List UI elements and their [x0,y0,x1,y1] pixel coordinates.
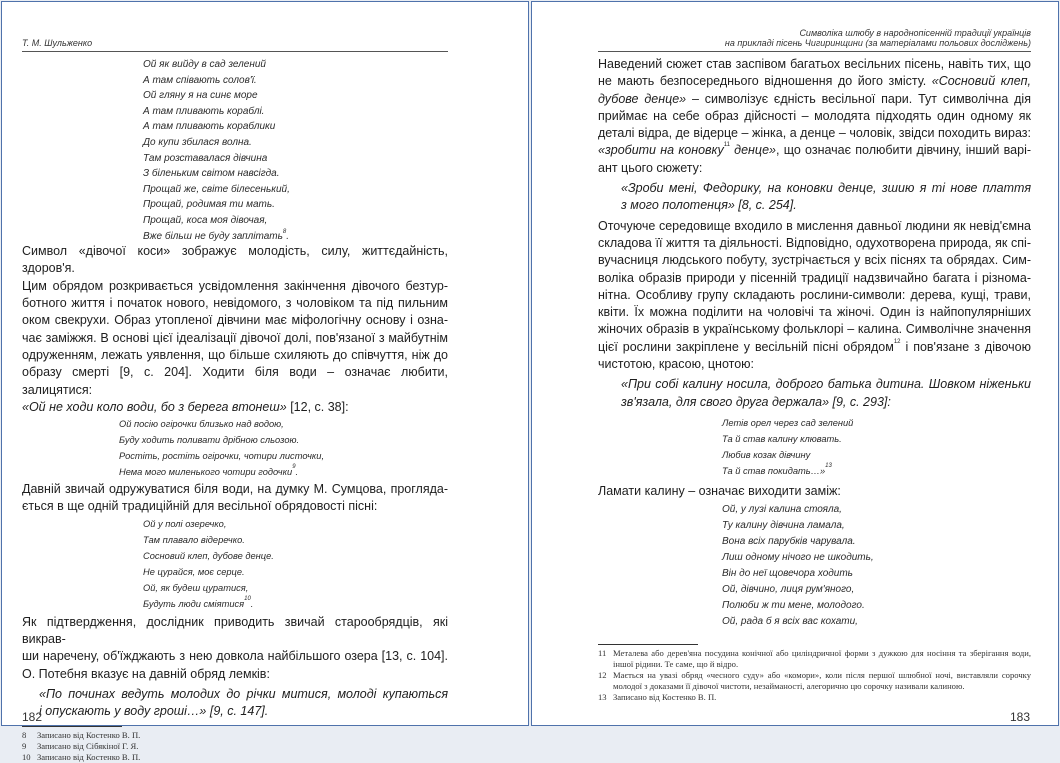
verse-line: Вже більш не буду заплітать$^8$. [143,228,289,242]
text-line: Цим обрядом розкривається усвідомлення закінчення дівочого безтур- [22,278,448,293]
footnote-text: Записано від Сібякіної Г. Я. [37,741,139,752]
verse-line: Прощай, коса моя дівочая, [143,214,268,226]
text-line: «зробити на коновку$^{11}$ денце», що означає полюбити дівчину, інший варі- [598,142,1032,158]
footnote-text: Мається на увазі обряд «чесного суду» або «комори», коли після першої шлюбної ночі, виставляли сорочку молодої з доказами її дівочої чистоти, незайманості, алегорично цю сорочку називали калиною. [613,670,1031,692]
poem-verse [143,516,448,612]
left-page-content [22,35,448,763]
footnote-reference: 12 [893,338,901,345]
verse-line: Сосновий клеп, дубове денце. [143,550,274,561]
footnote-text: Металева або дерев'яна посудина конічної або циліндричної форми з дужкою для носіння та зберігання води, іншої рідини. Те саме, що й відро. [613,648,1031,670]
text-line: Символ «дівочої коси» зображує молодість, силу, життєдайність, здоров'я. [22,244,448,276]
text-line: оком свекрухи. Образ утопленої дівчини має міфологічну основу і озна- [22,313,448,328]
footnote-reference: 8 [282,228,287,235]
text-line: зв'язала, для свого друга держала» [9, с. 293]: [621,394,891,409]
footnote-divider [598,644,698,645]
poem-verse [722,502,1031,630]
footnote-number: 10 [22,752,31,763]
text-line: і опускають у воду гроші…» [9, с. 147]. [39,704,269,719]
verse-line: Прощай же, світе білесенький, [143,183,290,195]
italic-quote: «Сосновий клеп, [931,74,1032,89]
footnote-text: Записано від Костенко В. П. [37,752,141,763]
text-line: чає заміжжя. В основі цієї ідеалізації дівочої долі, пов'язаної з майбутнім [22,330,448,345]
text-line: Ламати калину – означає виходити заміж: [598,483,841,498]
verse-line: Ой, у лузі калина стояла, [722,504,842,516]
left-page [1,1,529,763]
text-line: «По починах ведуть молодих до річки митися, молоді купаються [39,686,448,701]
body-paragraph [22,243,448,416]
poem-verse [143,57,448,244]
body-paragraph [22,614,448,683]
verse-line: Будуть люди сміятися$^{10}$. [143,595,254,609]
text-line: одруженням, лежать уявлення, що більше схиляють до співчуття, ніж до [22,347,448,362]
verse-line: З біленьким світом навсігда. [143,168,280,180]
text-line: Як підтвердження, дослідник приводить звичай старообрядців, які викрав- [22,614,448,646]
verse-line: Там плавало відеречко. [143,534,245,545]
text-line: квіти. Їх можна поділити на чоловічі та жіночі. Один із найпопулярніших [598,305,1031,320]
verse-line: Вона всіх парубків чарувала. [722,536,856,548]
verse-line: Та й став калину клювать. [722,433,842,444]
block-quote [598,180,1031,215]
poem-verse [722,415,1031,479]
footnote-divider [22,726,122,727]
text-line: чистотою, красою, цнотою: [598,357,755,372]
verse-line: А там пливають кораблі. [143,105,265,117]
block-quote [22,686,448,721]
footnote-text: Записано від Костенко В. П. [37,730,141,741]
footnote-reference: 10 [244,595,251,602]
verse-line: Ой у полі озеречко, [143,518,227,529]
footnote-reference: 11 [723,142,730,149]
footnote [598,692,1031,703]
verse-line: Ой, як будеш цуратися, [143,582,249,593]
footnote-number: 9 [22,741,27,752]
running-head-title [598,28,1031,52]
text-line: «При собі калину носила, доброго батька дитина. Шовком ніженьки [621,377,1031,392]
text-line: ши наречену, об'їжджають з нею довкола найбільшого озера [13, с. 104]. [22,649,448,664]
verse-line: Ой, рада б я всіх вас кохати, [722,616,858,628]
footnote-number: 8 [22,730,27,741]
running-head-author: Т. М. Шульженко [22,35,448,52]
text-line: Оточуюче середовище входило в мислення давньої людини як невід'ємна [598,218,1031,233]
text-line: нітна. Особливу групу складають рослини-символи: дерева, кущі, трави, [598,287,1031,302]
verse-line: До купи збилася волна. [143,136,252,148]
verse-line: Та й став покидать…»$^{13}$ [722,462,832,476]
footnote-number: 11 [598,648,607,659]
poem-verse [119,416,448,480]
verse-line: Прощай, родимая ти мать. [143,199,275,211]
verse-line: Полюби ж ти мене, молодого. [722,600,865,612]
footnote-reference: 13 [825,462,832,469]
footnote [22,741,448,752]
body-paragraph [598,483,1031,500]
verse-line: Там розставалася дівчина [143,152,268,164]
footnotes [598,648,1031,703]
verse-line: Ой посію огірочки близько над водою, [119,419,284,430]
text-line: ботного життя і початок нового, невідомого, з чоловіком та під пильним [22,296,448,311]
italic-quote: дубове денце» [598,91,687,106]
block-quote [598,376,1031,411]
verse-line: Ой, дівчино, лиця рум'яного, [722,584,855,596]
text-line: з мого полотенця» [8, с. 254]. [621,198,797,213]
text-line: дубове денце» – символізує єдність весільної пари. Тут символічна дія [598,91,1031,106]
footnote [598,670,1031,692]
right-page [531,1,1059,726]
verse-line: Буду ходить поливати дрібною сльозою. [119,435,300,446]
verse-line: Він до неї щовечора ходить [722,568,853,580]
body-paragraph [598,56,1031,177]
verse-line: А там пливають кораблики [143,121,276,133]
footnote-number: 13 [598,692,607,703]
footnote-number: 12 [598,670,607,681]
footnotes [22,730,448,763]
running-head-line: на прикладі пісень Чигиринщини (за матеріалами польових досліджень) [724,38,1031,48]
text-line: Наведений сюжет став заспівом багатьох весільних пісень, навіть тих, що [598,57,1031,71]
verse-line: Ой гляну я на синє море [143,90,258,102]
verse-line: Нема мого миленького чотири годочки$^9$. [119,464,299,478]
footnote-reference: 9 [292,464,296,471]
verse-line: Лиш одному нічого не шкодить, [722,552,874,564]
body-paragraph [22,481,448,516]
text-line: ється в ще одній традиційній для весільної обрядовості пісні: [22,499,378,514]
running-head-line: Символіка шлюбу в народнопісенній традиції українців [799,28,1031,38]
text-line: вучасниця людського побуту, зустрічається у всіх піснях та обрядах. Сим- [598,253,1031,268]
footnote [22,730,448,741]
footnote [598,648,1031,670]
right-page-content [598,28,1031,703]
text-line: «Ой не ходи коло води, бо з берега втонеш» [12, с. 38]: [22,399,349,414]
text-line: «Зроби мені, Федорику, на коновки денце, зшию я ті нове плаття [621,181,1031,196]
text-line: цієї рослини закріплене у весільній пісні обрядом$^{12}$ і пов'язане з дівочою [598,338,1031,354]
footnote [22,752,448,763]
verse-line: Летів орел через сад зелений [722,417,854,428]
text-line: не мають безпосереднього відношення до його змісту. «Сосновий клеп, [598,74,1032,89]
body-paragraph [598,218,1031,374]
text-line: образу смерті [9, с. 204]. Ходити біля води – означає любити, залицятися: [22,365,448,397]
verse-line: Ростіть, ростіть огірочки, чотири листочки, [119,451,325,462]
italic-quote: денце» [729,143,776,158]
text-line: ант цього сюжету: [598,160,703,175]
footnote-text: Записано від Костенко В. П. [613,692,717,703]
verse-line: Ой як вийду в сад зелений [143,59,266,70]
text-line: деталі відра, де відерце – жінка, а денце – чоловік, звідси походить вираз: [598,126,1031,141]
text-line: жіночих образів в українському фольклорі – калина. Символічне значення [598,322,1031,337]
italic-quote: «зробити на коновку [598,143,724,158]
verse-line: А там співають солов'ї. [143,74,257,86]
page-number: 183 [1009,710,1030,724]
verse-line: Ту калину дівчина ламала, [722,520,845,532]
italic-quote: «Ой не ходи коло води, бо з берега втонеш» [22,399,287,414]
page-number: 182 [22,710,43,724]
text-line: приймає на себе образ дійсності – молодята підходять один одному як [598,108,1031,123]
text-line: О. Потебня вказує на давній обряд лемків: [22,666,270,681]
text-line: воліка образів природи у пісенній традиції надзвичайно багата і різнома- [598,270,1031,285]
verse-line: Не цурайся, моє серце. [143,566,245,577]
text-line: Давній звичай одружуватися біля води, на думку М. Сумцова, прогляда- [22,482,448,497]
text-line: складова її життя та діяльності. Відповідно, одухотворена природа, як спі- [598,235,1031,250]
verse-line: Любив козак дівчину [722,449,811,460]
